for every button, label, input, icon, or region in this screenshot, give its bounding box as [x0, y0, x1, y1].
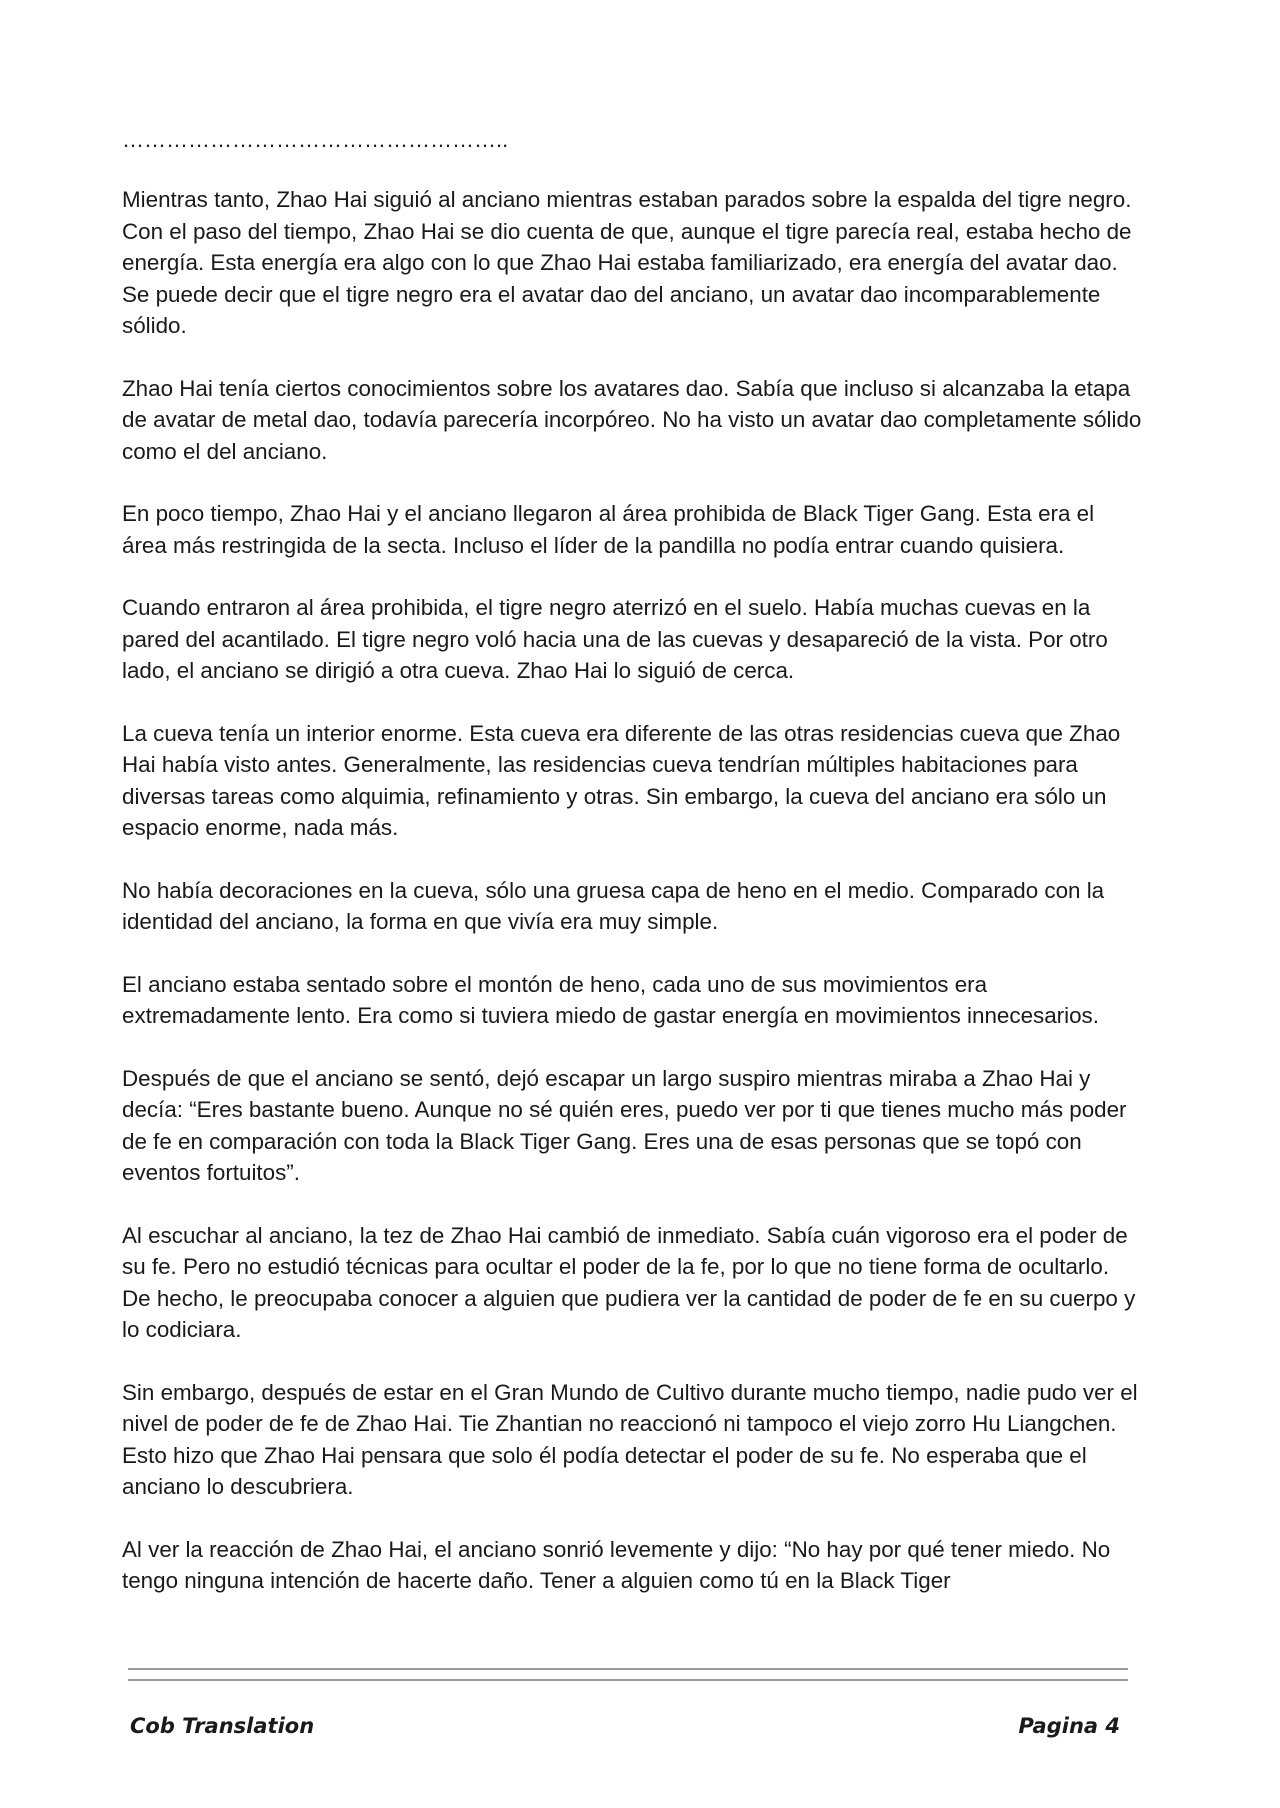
paragraph: No había decoraciones en la cueva, sólo una gruesa capa de heno en el medio. Comparado con la identidad del anciano, la forma en que vivía era muy simple.	[122, 877, 1105, 934]
paragraph: Cuando entraron al área prohibida, el tigre negro aterrizó en el suelo. Había muchas cuevas en la pared del acantilado. El tigre negro voló hacia una de las cuevas y desapareció de la vista. Por otro lado, el anciano se dirigió a otra cueva. Zhao Hai lo siguió de cerca.	[122, 595, 1108, 683]
paragraph: Sin embargo, después de estar en el Gran Mundo de Cultivo durante mucho tiempo, nadie pudo ver el nivel de poder de fe de Zhao Hai. Tie Zhantian no reaccionó ni tampoco el viejo zorro Hu Liangchen. Esto hizo que Zhao Hai pensara que solo él podía detectar el poder de su fe. No esperaba que el anciano lo descubriera.	[122, 1379, 1138, 1499]
footer-rule-bottom	[128, 1679, 1128, 1681]
section-separator: ……………………………………………..	[122, 127, 509, 152]
footer-page-number: Pagina 4	[1018, 1714, 1120, 1738]
page-body	[122, 124, 1142, 1628]
footer-translator-credit: Cob Translation	[130, 1714, 315, 1738]
paragraph: La cueva tenía un interior enorme. Esta cueva era diferente de las otras residencias cueva que Zhao Hai había visto antes. Generalmente, las residencias cueva tendrían múltiples habitaciones para diversas tareas como alquimia, refinamiento y otras. Sin embargo, la cueva del anciano era sólo un espacio enorme, nada más.	[122, 720, 1121, 840]
paragraph: Zhao Hai tenía ciertos conocimientos sobre los avatares dao. Sabía que incluso si alcanzaba la etapa de avatar de metal dao, todavía parecería incorpóreo. No ha visto un avatar dao completamente sólido como el del anciano.	[122, 375, 1142, 464]
paragraph: Al escuchar al anciano, la tez de Zhao Hai cambió de inmediato. Sabía cuán vigoroso era el poder de su fe. Pero no estudió técnicas para ocultar el poder de la fe, por lo que no tiene forma de ocultarlo. De hecho, le preocupaba conocer a alguien que pudiera ver la cantidad de poder de fe en su cuerpo y lo codiciara.	[122, 1222, 1136, 1342]
paragraph: Mientras tanto, Zhao Hai siguió al anciano mientras estaban parados sobre la espalda del tigre negro. Con el paso del tiempo, Zhao Hai se dio cuenta de que, aunque el tigre parecía real, estaba hecho de energía. Esta energía era algo con lo que Zhao Hai estaba familiarizado, era energía del avatar dao. Se puede decir que el tigre negro era el avatar dao del anciano, un avatar dao incomparablemente sólido.	[122, 187, 1132, 338]
paragraph: En poco tiempo, Zhao Hai y el anciano llegaron al área prohibida de Black Tiger Gang. Esta era el área más restringida de la secta. Incluso el líder de la pandilla no podía entrar cuando quisiera.	[122, 501, 1095, 558]
paragraph: Después de que el anciano se sentó, dejó escapar un largo suspiro mientras miraba a Zhao Hai y decía: “Eres bastante bueno. Aunque no sé quién eres, puedo ver por ti que tienes mucho más poder de fe en comparación con toda la Black Tiger Gang. Eres una de esas personas que se topó con eventos fortuitos”.	[122, 1065, 1127, 1185]
paragraph: El anciano estaba sentado sobre el montón de heno, cada uno de sus movimientos era extremadamente lento. Era como si tuviera miedo de gastar energía en movimientos innecesarios.	[122, 971, 1099, 1028]
paragraph: Al ver la reacción de Zhao Hai, el anciano sonrió levemente y dijo: “No hay por qué tener miedo. No tengo ninguna intención de hacerte daño. Tener a alguien como tú en la Black Tiger	[122, 1536, 1111, 1593]
footer-rule-top	[128, 1668, 1128, 1670]
